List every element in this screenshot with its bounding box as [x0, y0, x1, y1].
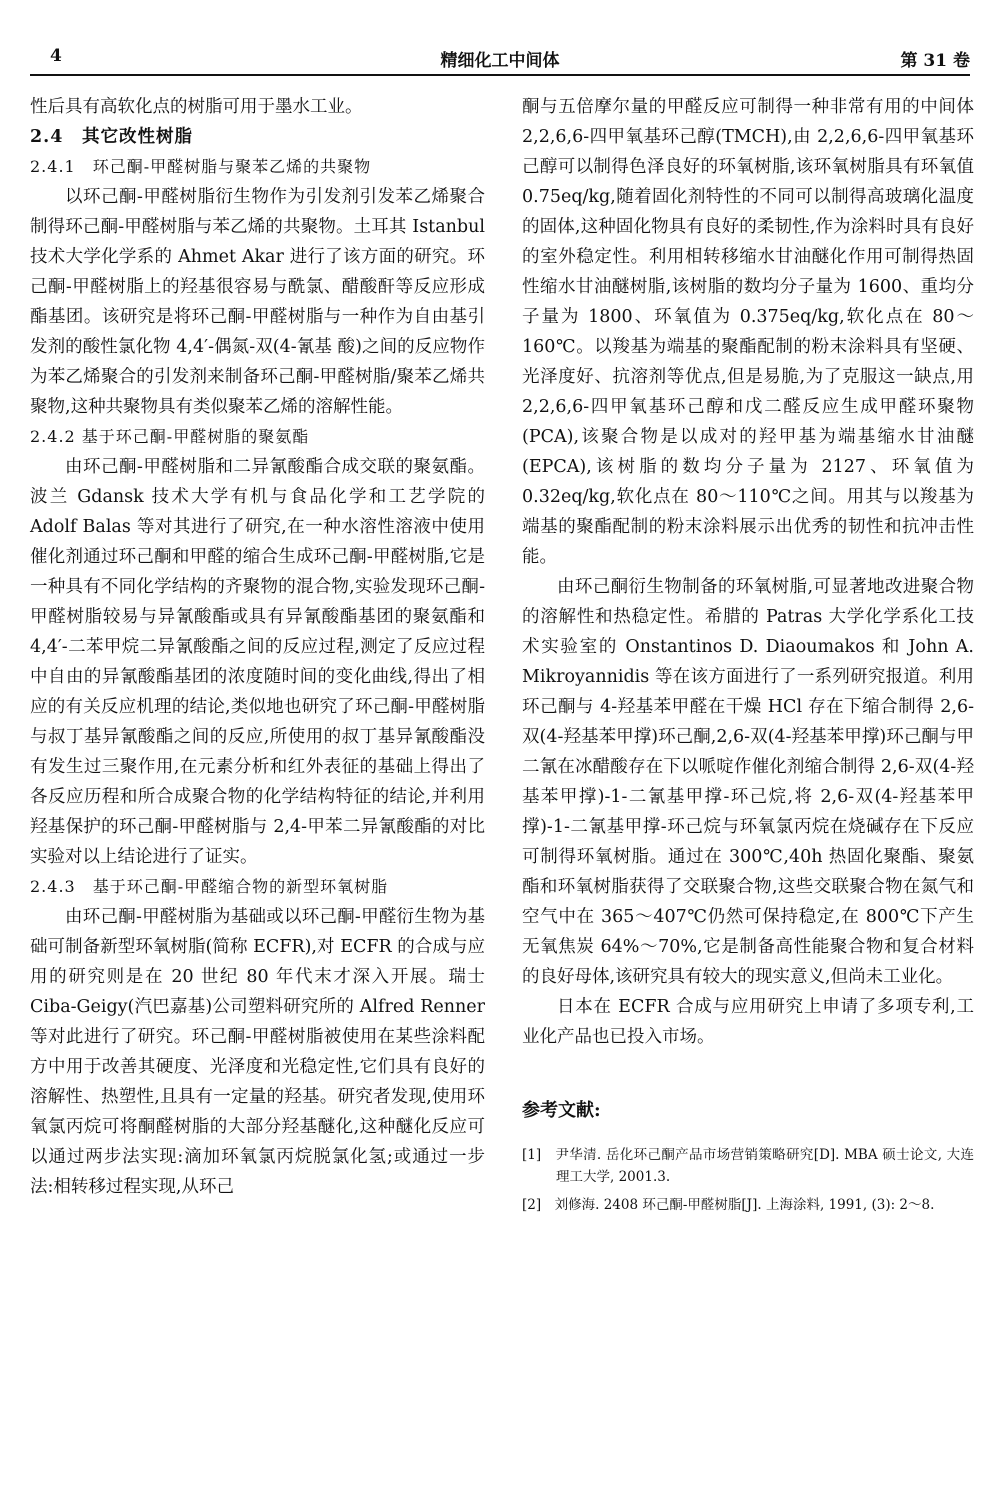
subsection-heading-2-4-2: 2.4.2 基于环己酮-甲醛树脂的聚氨酯 [30, 427, 310, 446]
running-header [30, 44, 970, 76]
paragraph-polyurethane: 由环己酮-甲醛树脂和二异氰酸酯合成交联的聚氨酯。波兰 Gdansk 技术大学有机与食品化学和工艺学院的 Adolf Balas 等对其进行了研究,在一种水溶性溶液中使用催化剂通过环己酮和甲醛的缩合生成环己酮-甲醛树脂,它是一种具有不同化学结构的齐聚物的混合物,实验发现环己酮-甲醛树脂较易与异氰酸酯或具有异氰酸酯基团的聚氨酯和 4,4′-二苯甲烷二异氰酸酯之间的反应过程,测定了反应过程中自由的异氰酸酯基团的浓度随时间的变化曲线,得出了相应的有关反应机理的结论,类似地也研究了环己酮-甲醛树脂与叔丁基异氰酸酯之间的反应,所使用的叔丁基异氰酸酯没有发生过三聚作用,在元素分析和红外表征的基础上得出了各反应历程和所合成聚合物的化学结构特征的结论,并利用羟基保护的环己酮-甲醛树脂与 2,4-甲苯二异氰酸酯的对比实验对以上结论进行了证实。 [30, 457, 485, 867]
page-number: 4 [50, 46, 62, 66]
section-heading-2-4: 2.4 其它改性树脂 [30, 127, 193, 147]
paragraph-epoxy-continued: 酮与五倍摩尔量的甲醛反应可制得一种非常有用的中间体 2,2,6,6-四甲氧基环己醇(TMCH),由 2,2,6,6-四甲氧基环己醇可以制得色泽良好的环氧树脂,该环氧树脂具有环氧值 0.75eq/kg,随着固化剂特性的不同可以制得高玻璃化温度的固体,这种固化物具有良好的柔韧性,作为涂料时具有良好的室外稳定性。利用相转移缩水甘油醚化作用可制得热固性缩水甘油醚树脂,该树脂的数均分子量为 1600、重均分子量为 1800、环氧值为 0.375eq/kg,软化点在 80～160℃。以羧基为端基的聚酯配制的粉末涂料具有坚硬、光泽度好、抗溶剂等优点,但是易脆,为了克服这一缺点,用 2,2,6,6-四甲氧基环己醇和戊二醛反应生成甲醛环聚物(PCA),该聚合物是以成对的羟甲基为端基缩水甘油醚(EPCA),该树脂的数均分子量为 2127、环氧值为 0.32eq/kg,软化点在 80～110℃之间。用其与以羧基为端基的聚酯配制的粉末涂料展示出优秀的韧性和抗冲击性能。 [522, 97, 974, 567]
journal-title: 精细化工中间体 [440, 51, 560, 71]
subsection-heading-2-4-3: 2.4.3 基于环己酮-甲醛缩合物的新型环氧树脂 [30, 877, 389, 896]
paragraph-greek-research: 由环己酮衍生物制备的环氧树脂,可显著地改进聚合物的溶解性和热稳定性。希腊的 Patras 大学化学系化工技术实验室的 Onstantinos D. Diaoumakos 和 John A. Mikroyannidis 等在该方面进行了一系列研究报道。利用环己酮与 4-羟基苯甲醛在干燥 HCl 存在下缩合制得 2,6-双(4-羟基苯甲撑)环己酮,2,6-双(4-羟基苯甲撑)环己酮与甲二氰在冰醋酸存在下以哌啶作催化剂缩合制得 2,6-双(4-羟基苯甲撑)-1-二氰基甲撑-环己烷,将 2,6-双(4-羟基苯甲撑)-1-二氰基甲撑-环己烷与环氧氯丙烷在烧碱存在下反应可制得环氧树脂。通过在 300℃,40h 热固化聚酯、聚氨酯和环氧树脂获得了交联聚合物,这些交联聚合物在氮气和空气中在 365～407℃仍然可保持稳定,在 800℃下产生无氧焦炭 64%～70%,它是制备高性能聚合物和复合材料的良好母体,该研究具有较大的现实意义,但尚未工业化。 [522, 577, 974, 987]
references-heading: 参考文献: [522, 1100, 601, 1121]
reference-item: [1] 尹华清. 岳化环己酮产品市场营销策略研究[D]. MBA 硕士论文, 大连理工大学, 2001.3. [522, 1147, 974, 1185]
left-column [30, 92, 485, 1202]
paragraph-copolymer: 以环己酮-甲醛树脂衍生物作为引发剂引发苯乙烯聚合制得环己酮-甲醛树脂与苯乙烯的共聚物。土耳其 Istanbul 技术大学化学系的 Ahmet Akar 进行了该方面的研究。环己酮-甲醛树脂上的羟基很容易与酰氯、醋酸酐等反应形成酯基团。该研究是将环己酮-甲醛树脂与一种作为自由基引发剂的酸性氯化物 4,4′-偶氮-双(4-氰基 酸)之间的反应物作为苯乙烯聚合的引发剂来制备环己酮-甲醛树脂/聚苯乙烯共聚物,这种共聚物具有类似聚苯乙烯的溶解性能。 [30, 187, 485, 417]
paragraph-continued: 性后具有高软化点的树脂可用于墨水工业。 [30, 97, 363, 117]
paragraph-epoxy-intro: 由环己酮-甲醛树脂为基础或以环己酮-甲醛衍生物为基础可制备新型环氧树脂(简称 ECFR),对 ECFR 的合成与应用的研究则是在 20 世纪 80 年代末才深入开展。瑞士 Ciba-Geigy(汽巴嘉基)公司塑料研究所的 Alfred Renner 等对此进行了研究。环己酮-甲醛树脂被使用在某些涂料配方中用于改善其硬度、光泽度和光稳定性,它们具有良好的溶解性、热塑性,且具有一定量的羟基。研究者发现,使用环氧氯丙烷可将酮醛树脂的大部分羟基醚化,这种醚化反应可以通过两步法实现:滴加环氧氯丙烷脱氯化氢;或通过一步法:相转移过程实现,从环己 [30, 907, 485, 1197]
subsection-heading-2-4-1: 2.4.1 环己酮-甲醛树脂与聚苯乙烯的共聚物 [30, 157, 372, 176]
right-column [522, 92, 974, 1222]
volume-label: 第 31 卷 [900, 51, 970, 71]
paragraph-japan-patents: 日本在 ECFR 合成与应用研究上申请了多项专利,工业化产品也已投入市场。 [522, 997, 974, 1047]
reference-item: [2] 刘修海. 2408 环己酮-甲醛树脂[J]. 上海涂料, 1991, (3): 2～8. [522, 1197, 935, 1213]
